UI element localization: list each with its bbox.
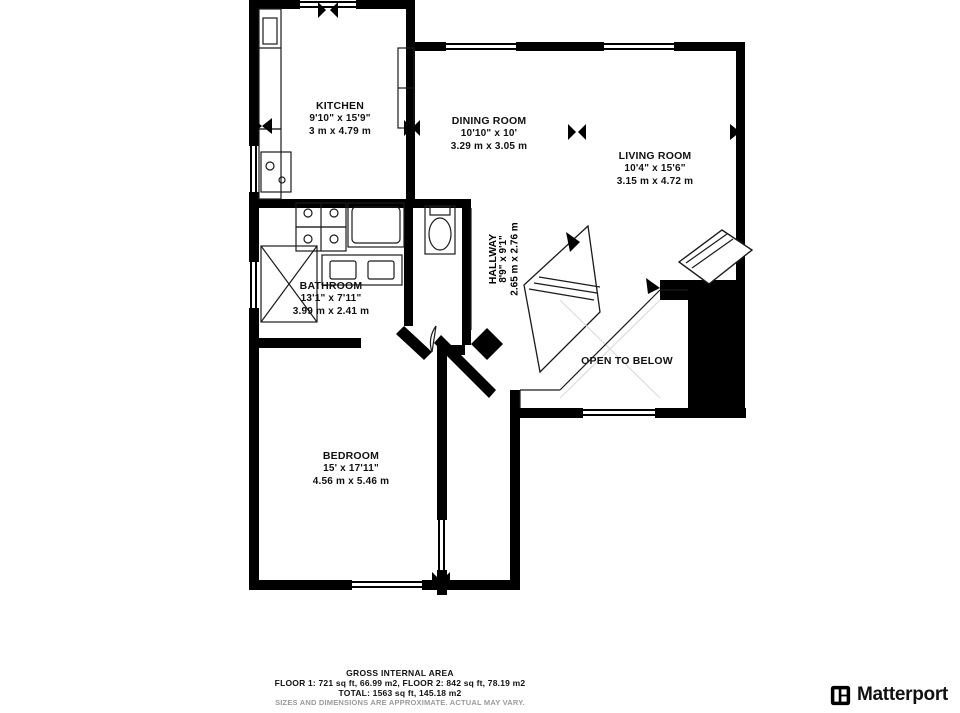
footer-title: GROSS INTERNAL AREA [346,668,454,678]
matterport-logo-icon [830,685,851,706]
matterport-branding [830,680,960,710]
room-dim-imperial: 10'4" x 15'6" [624,163,686,175]
label-open-to-below [557,355,697,368]
footer-floor-areas: FLOOR 1: 721 sq ft, 66.99 m2, FLOOR 2: 842 sq ft, 78.19 m2 [274,678,526,688]
room-name: BATHROOM [299,280,363,292]
room-dim-metric: 2.65 m x 2.76 m [509,222,521,296]
gross-internal-area-footer [0,668,800,707]
room-name: HALLWAY [487,233,499,285]
room-dim-imperial: 8'9" x 9'1" [497,235,509,283]
room-dim-metric: 3.99 m x 2.41 m [292,305,370,317]
room-dim-metric: 3.15 m x 4.72 m [616,175,694,187]
room-dim-imperial: 15' x 17'11" [323,463,379,475]
fixture-group [259,9,752,408]
room-dim-metric: 4.56 m x 5.46 m [312,475,390,487]
footer-disclaimer: SIZES AND DIMENSIONS ARE APPROXIMATE. ACTUAL MAY VARY. [275,698,525,707]
room-label-living-room [580,150,730,188]
room-dim-imperial: 13'1" x 7'11" [300,293,362,305]
room-label-hallway-dims-metric [474,222,554,296]
room-label-bathroom [271,280,391,318]
hallway-dims-metric-rotated [505,222,523,295]
open-to-below-text: OPEN TO BELOW [581,355,673,367]
room-label-dining-room [414,115,564,153]
room-dim-imperial: 9'10" x 15'9" [309,113,371,125]
room-name: LIVING ROOM [618,150,692,162]
room-dim-metric: 3 m x 4.79 m [309,125,371,137]
room-dim-metric: 3.29 m x 3.05 m [450,140,528,152]
room-name: DINING ROOM [451,115,527,127]
room-dim-imperial: 10'10" x 10' [460,128,518,140]
footer-total-area: TOTAL: 1563 sq ft, 145.18 m2 [338,688,462,698]
matterport-wordmark: Matterport [857,684,948,705]
room-name: KITCHEN [315,100,365,112]
room-label-bedroom [291,450,411,488]
room-name: BEDROOM [322,450,380,462]
room-label-kitchen [280,100,400,138]
